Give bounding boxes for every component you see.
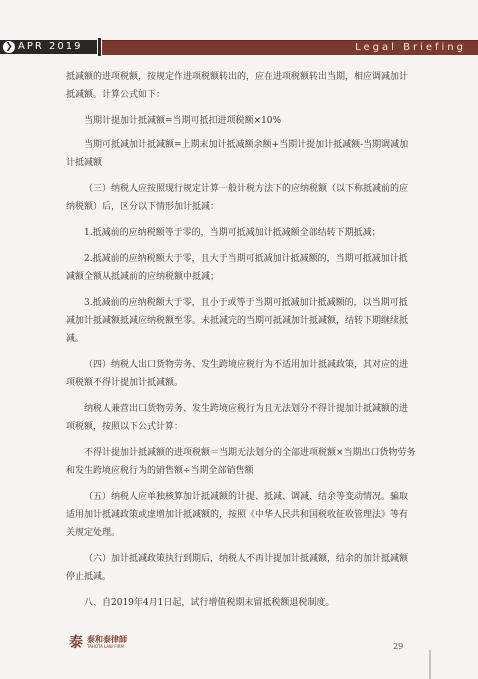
formula: 不得计提加计抵减额的进项税额＝当期无法划分的全部进项税额×当期出口货物劳务和发生跨境应税行为的销售额÷当期全部销售额 (66, 448, 416, 476)
header-bar (0, 40, 478, 54)
logo-name-cn: 泰和泰律師 (87, 634, 127, 644)
article-body (66, 68, 416, 620)
paragraph: （三）纳税人应按照现行规定计算一般计税方法下的应纳税额（以下称抵减前的应纳税额）后，区分以下情形加计抵减： (66, 184, 409, 212)
formula: 当期可抵减加计抵减额=上期末加计抵减额余额+当期计提加计抵减额-当期调减加计抵减额 (66, 140, 409, 168)
paragraph: （六）加计抵减政策执行到期后，纳税人不再计提加计抵减额，结余的加计抵减额停止抵减。 (66, 554, 409, 582)
chevron-right-icon: ❯ (3, 41, 15, 53)
paragraph: 八、自2019年4月1日起，试行增值税期末留抵税额退税制度。 (84, 598, 335, 608)
paragraph: 1.抵减前的应纳税额等于零的，当期可抵减加计抵减额全部结转下期抵减； (84, 228, 381, 238)
paragraph: （四）纳税人出口货物劳务、发生跨境应税行为不适用加计抵减政策，其对应的进项税额不得计提加计抵减额。 (66, 360, 409, 388)
issue-date: APR 2019 (18, 41, 83, 52)
divider-bar (98, 38, 101, 56)
paragraph: （五）纳税人应单独核算加计抵减额的计提、抵减、调减、结余等变动情况。骗取适用加计抵减政策或虚增加计抵减额的，按照《中华人民共和国税收征收管理法》等有关规定处理。 (66, 492, 409, 538)
logo-icon: 泰 (69, 635, 83, 651)
paragraph: 纳税人兼营出口货物劳务、发生跨境应税行为且无法划分不得计提加计抵减额的进项税额，按照以下公式计算： (66, 404, 409, 432)
formula: 当期计提加计抵减额=当期可抵扣进项税额×10% (84, 116, 282, 126)
paragraph: 抵减额的进项税额，按规定作进项税额转出的，应在进项税额转出当期，相应调减加计抵减额。计算公式如下： (66, 72, 409, 100)
section-title: Legal Briefing (355, 42, 466, 53)
paragraph: 3.抵减前的应纳税额大于零，且小于或等于当期可抵减加计抵减额的，以当期可抵减加计抵减额抵减应纳税额至零。未抵减完的当期可抵减加计抵减额，结转下期继续抵减。 (66, 298, 409, 344)
logo-name-en: TAHOTA LAW FIRM (87, 644, 124, 649)
paragraph: 2.抵减前的应纳税额大于零，且大于当期可抵减加计抵减额的，当期可抵减加计抵减额全额从抵减前的应纳税额中抵减； (66, 254, 408, 282)
page-number: 29 (393, 642, 404, 651)
header-date-block (0, 40, 97, 54)
header-section-block (102, 40, 478, 55)
page-edge-rail (429, 650, 431, 679)
